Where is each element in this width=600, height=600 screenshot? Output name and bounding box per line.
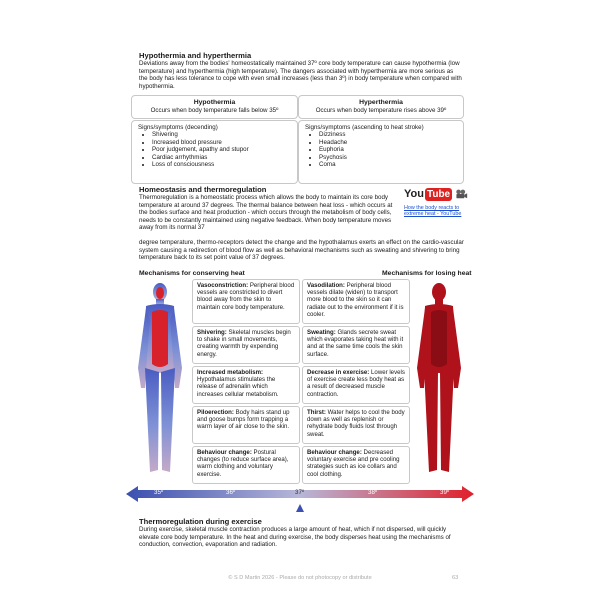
list-item: • Psychosis bbox=[319, 154, 457, 161]
mechanism-heading: Piloerection: bbox=[197, 409, 234, 416]
mechanism-heading: Vasodilation: bbox=[307, 282, 345, 289]
mechanism-heading: Behaviour change: bbox=[307, 449, 362, 456]
mechanism-vasoconstriction bbox=[192, 279, 300, 324]
hypothermia-threshold: Occurs when body temperature falls below 35º bbox=[150, 107, 279, 114]
temp-tick-39: 39º bbox=[440, 489, 450, 496]
mechanism-text: Hypothalamus stimulates the release of adrenalin which increases cellular metabolism. bbox=[197, 376, 279, 398]
mechanism-heading: Increased metabolism: bbox=[197, 369, 264, 376]
cold-body-figure bbox=[134, 280, 186, 476]
setpoint-marker-icon bbox=[296, 504, 304, 512]
list-item: • Dizziness bbox=[319, 131, 457, 138]
temp-tick-36: 36º bbox=[226, 489, 236, 496]
mechanism-text: Peripheral blood vessels are constricted to divert blood away from the skin to maintain core body temperature. bbox=[197, 282, 295, 311]
thermoregulation-paragraph-top: Thermoregulation is a homeostatic process which allows the body to maintain its core body temperature at around 37 degrees. The thermal balance between heat loss - which occurs at the bodies surface and heat production - which occurs through the metabolism of body cells, needs to be constantly maintained using negative feedback. When body temperature moves away from its normal 37 bbox=[139, 194, 393, 232]
temp-tick-37: 37º bbox=[295, 489, 305, 496]
hyperthermia-header-box bbox=[298, 95, 464, 119]
mechanism-text: Water helps to cool the body down as well as replenish or rehydrate body fluids lost through sweat. bbox=[307, 409, 405, 438]
hyperthermia-symptoms-box bbox=[298, 120, 464, 184]
losing-heat-heading: Mechanisms for losing heat bbox=[382, 270, 472, 277]
list-item: • Poor judgement, apathy and stupor bbox=[152, 146, 291, 153]
mechanism-text: Peripheral blood vessels dilate (widen) to transport more blood to the skin so it can radiate out to the environment if it is cooler. bbox=[307, 282, 404, 318]
mechanism-heading: Vasoconstriction: bbox=[197, 282, 249, 289]
mechanism-heading: Sweating: bbox=[307, 329, 336, 336]
copyright-footer: © S D Martin 2026 - Please do not photocopy or distribute bbox=[228, 575, 372, 581]
hyperthermia-title: Hyperthermia bbox=[359, 99, 403, 106]
mechanism-heading: Shivering: bbox=[197, 329, 227, 336]
thermoregulation-paragraph-bottom: degree temperature, thermo-receptors detect the change and the hypothalamus exerts an effect on the cardio-vascular system causing a redirection of blood flow as well as behavioral mechanisms such as sweating and shivering to bring temperature back to its set point value of 37 degrees. bbox=[139, 239, 464, 262]
mechanism-text: Body hairs stand up and goose bumps form trapping a warm layer of air close to the skin. bbox=[197, 409, 290, 431]
list-item: • Coma bbox=[319, 161, 457, 168]
mechanism-piloerection bbox=[192, 406, 300, 444]
mechanism-text: Skeletal muscles begin to shake in small movements, creating warmth by expending energy. bbox=[197, 329, 291, 358]
hypothermia-paragraph: Deviations away from the bodies' homeostatically maintained 37º core body temperature can cause hypothermia (low temperature) and hyperthermia (high temperature). The dangers associated with hyperthermia are more serious as the body has less tolerance to cope with even small increases (less than 3º) in body temperature when compared with hypothermia. bbox=[139, 60, 462, 90]
conserving-heat-heading: Mechanisms for conserving heat bbox=[139, 270, 245, 277]
mechanism-shivering bbox=[192, 326, 300, 364]
hyperthermia-threshold: Occurs when body temperature rises above 39º bbox=[315, 107, 447, 114]
hyperthermia-symptoms-title: Signs/symptoms (ascending to heat stroke) bbox=[305, 124, 424, 131]
list-item: • Loss of consciousness bbox=[152, 161, 291, 168]
list-item: • Shivering bbox=[152, 131, 291, 138]
mechanism-text: Lower levels of exercise create less body heat as a result of decreased muscle contraction. bbox=[307, 369, 405, 398]
mechanism-thirst bbox=[302, 406, 410, 444]
mechanism-sweating bbox=[302, 326, 410, 364]
mechanism-heading: Thirst: bbox=[307, 409, 326, 416]
mechanism-vasodilation bbox=[302, 279, 410, 324]
list-item: • Euphoria bbox=[319, 146, 457, 153]
hypothermia-title: Hypothermia bbox=[193, 99, 236, 106]
hypothermia-header-box bbox=[131, 95, 298, 119]
youtube-link-text[interactable]: How the body reacts to extreme heat - YouTube bbox=[404, 205, 462, 218]
temp-tick-38: 38º bbox=[368, 489, 378, 496]
exercise-paragraph: During exercise, skeletal muscle contraction produces a large amount of heat, which if not dispersed, will quickly elevate core body temperature. In the heat and during exercise, the body disperses heat using the mechanisms of conduction, convection, evaporation and radiation. bbox=[139, 526, 451, 549]
mechanism-text: Decreased voluntary exercise and pre cooling strategies such as ice collars and cool clothing. bbox=[307, 449, 400, 478]
temp-tick-35: 35º bbox=[154, 489, 164, 496]
mechanism-behaviour-change-warm bbox=[192, 446, 300, 484]
mechanism-increased-metabolism bbox=[192, 366, 300, 404]
hypothermia-symptoms-box bbox=[131, 120, 298, 184]
list-item: • Cardiac arrhythmias bbox=[152, 154, 291, 161]
mechanism-heading: Behaviour change: bbox=[197, 449, 252, 456]
list-item: • Increased blood pressure bbox=[152, 139, 291, 146]
youtube-logo-tube: Tube bbox=[426, 188, 451, 200]
film-reel-icon bbox=[455, 187, 468, 201]
youtube-logo-you: You bbox=[404, 188, 424, 200]
hypothermia-symptom-list bbox=[138, 131, 291, 168]
youtube-logo bbox=[404, 187, 468, 201]
section-title-hypothermia: Hypothermia and hyperthermia bbox=[139, 51, 252, 60]
hot-body-figure bbox=[413, 280, 465, 476]
mechanism-text: Postural changes (to reduce surface area), warm clothing and voluntary exercise. bbox=[197, 449, 289, 478]
mechanism-behaviour-change-cool bbox=[302, 446, 410, 484]
youtube-video-link[interactable] bbox=[404, 187, 468, 218]
hyperthermia-symptom-list bbox=[305, 131, 457, 168]
mechanism-text: Glands secrete sweat which evaporates taking heat with it and at the same time cools the skin surface. bbox=[307, 329, 404, 358]
mechanism-heading: Decrease in exercise: bbox=[307, 369, 370, 376]
list-item: • Headache bbox=[319, 139, 457, 146]
section-title-exercise: Thermoregulation during exercise bbox=[139, 517, 262, 526]
page-number: 63 bbox=[452, 575, 459, 581]
hypothermia-symptoms-title: Signs/symptoms (decending) bbox=[138, 124, 218, 131]
section-title-thermoregulation: Homeostasis and thermoregulation bbox=[139, 185, 267, 194]
mechanism-decrease-exercise bbox=[302, 366, 410, 404]
